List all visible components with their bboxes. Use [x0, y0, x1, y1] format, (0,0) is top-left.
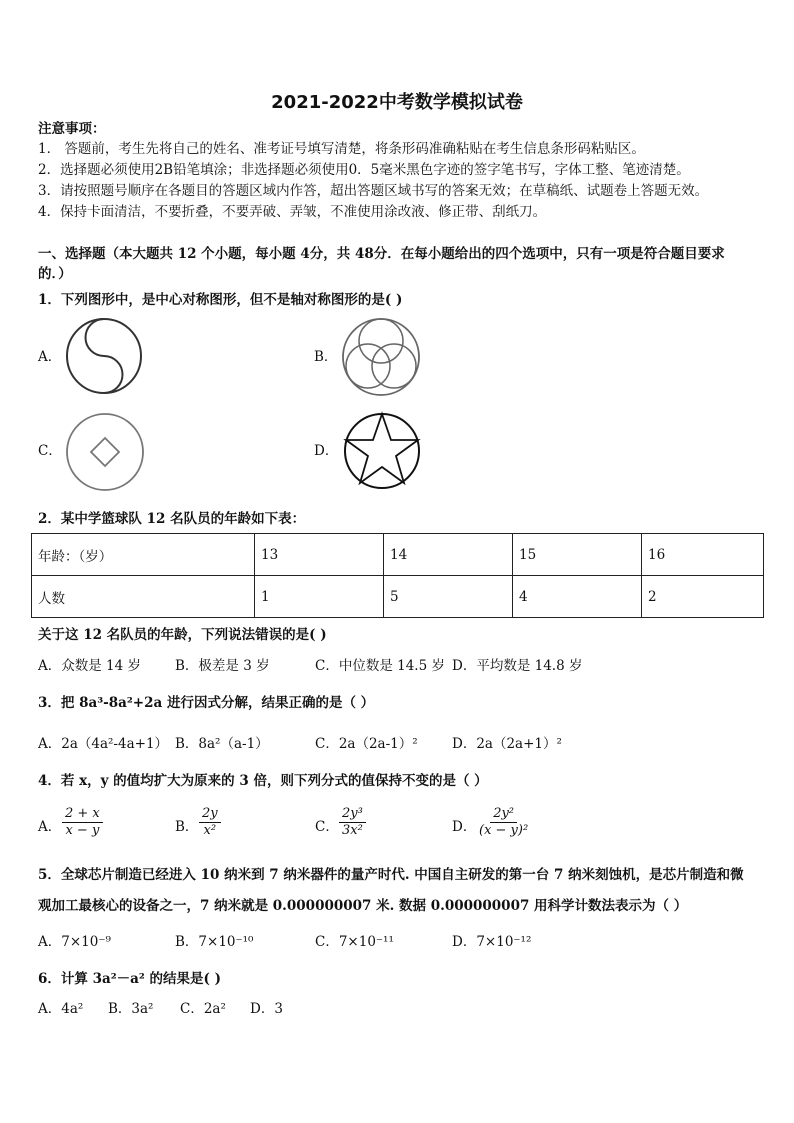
circle-diamond-figure	[62, 409, 148, 495]
q5-option-a: A．7×10⁻⁹	[38, 934, 111, 950]
table-row	[32, 534, 764, 576]
yin-yang-figure	[64, 316, 144, 396]
q3-option-b: B．8a²（a-1）	[175, 736, 269, 752]
q3-option-a: A．2a（4a²-4a+1）	[38, 736, 169, 752]
q6-option-a: A．4a²	[38, 1001, 84, 1017]
table-cell: 4	[513, 576, 642, 618]
star-in-circle-figure	[342, 411, 422, 491]
q5-option-d: D．7×10⁻¹²	[452, 934, 532, 950]
q2-question: 关于这 12 名队员的年龄，下列说法错误的是( )	[38, 627, 327, 643]
notice-heading: 注意事项：	[38, 121, 106, 137]
q2-stem: 2．某中学篮球队 12 名队员的年龄如下表：	[38, 511, 306, 527]
q1-stem: 1．下列图形中，是中心对称图形，但不是轴对称图形的是( )	[38, 292, 403, 308]
q3-option-d: D．2a（2a+1）²	[452, 736, 562, 752]
table-cell: 15	[513, 534, 642, 576]
fraction-denominator: (x − y)²	[479, 823, 529, 838]
table-cell: 16	[642, 534, 764, 576]
notice-item-2: 2．选择题必须使用2B铅笔填涂；非选择题必须使用0．5毫米黑色字迹的签字笔书写，字体工整、笔迹清楚。	[38, 162, 690, 178]
q2-option-b: B．极差是 3 岁	[175, 658, 270, 674]
q1-option-a-label: A．	[38, 349, 62, 365]
q4-option-c-fraction	[339, 806, 366, 839]
section-heading-line2: 的．）	[38, 266, 72, 282]
q2-option-d: D．平均数是 14.8 岁	[452, 658, 583, 674]
q4-option-b-fraction	[199, 806, 221, 839]
q6-option-b: B．3a²	[108, 1001, 154, 1017]
table-row	[32, 576, 764, 618]
q3-option-c: C．2a（2a-1）²	[315, 736, 418, 752]
q4-stem: 4．若 x，y 的值均扩大为原来的 3 倍，则下列分式的值保持不变的是（ ）	[38, 773, 488, 789]
table-cell: 5	[384, 576, 513, 618]
q4-option-c-label: C．	[315, 819, 339, 835]
q5-stem-line1: 5．全球芯片制造已经进入 10 纳米到 7 纳米器件的量产时代. 中国自主研发的第一台 7 纳米刻蚀机，是芯片制造和微	[38, 867, 744, 883]
q3-stem: 3．把 8a³-8a²+2a 进行因式分解，结果正确的是（ ）	[38, 695, 375, 711]
fraction-numerator: 2y³	[339, 806, 366, 823]
table-cell: 14	[384, 534, 513, 576]
section-heading-line1: 一、选择题（本大题共 12 个小题，每小题 4分，共 48分．在每小题给出的四个选项中，只有一项是符合题目要求	[38, 246, 725, 262]
table-cell: 1	[255, 576, 384, 618]
age-table	[31, 533, 764, 618]
q2-option-c: C．中位数是 14.5 岁	[315, 658, 445, 674]
q1-option-c-label: C．	[38, 443, 62, 459]
fraction-numerator: 2y	[199, 806, 221, 823]
q4-option-d-label: D．	[452, 819, 477, 835]
q4-option-a-label: A．	[38, 819, 62, 835]
table-cell: 年龄：（岁）	[32, 534, 255, 576]
fraction-denominator: x − y	[65, 823, 100, 838]
three-circles-figure	[338, 314, 424, 400]
q4-option-d-fraction	[476, 806, 531, 839]
fraction-denominator: x²	[203, 823, 217, 838]
table-cell: 2	[642, 576, 764, 618]
table-cell: 13	[255, 534, 384, 576]
q6-stem: 6．计算 3a²－a² 的结果是( )	[38, 971, 221, 987]
table-cell: 人数	[32, 576, 255, 618]
fraction-numerator: 2y²	[490, 806, 517, 823]
q1-option-d-label: D．	[314, 443, 339, 459]
q4-option-b-label: B．	[175, 819, 199, 835]
fraction-denominator: 3x²	[342, 823, 363, 838]
notice-item-3: 3．请按照题号顺序在各题目的答题区域内作答，超出答题区域书写的答案无效；在草稿纸、试题卷上答题无效。	[38, 183, 709, 199]
q6-option-d: D．3	[250, 1001, 283, 1017]
notice-item-1: 1． 答题前，考生先将自己的姓名、准考证号填写清楚，将条形码准确粘贴在考生信息条形码粘贴区。	[38, 141, 645, 157]
fraction-numerator: 2 + x	[62, 806, 103, 823]
q5-stem-line2: 观加工最核心的设备之一，7 纳米就是 0.000000007 米. 数据 0.000000007 用科学计数法表示为（ ）	[38, 898, 688, 914]
q1-option-b-label: B．	[314, 349, 338, 365]
q2-option-a: A．众数是 14 岁	[38, 658, 142, 674]
page-title: 2021-2022中考数学模拟试卷	[271, 92, 523, 113]
q5-option-c: C．7×10⁻¹¹	[315, 934, 394, 950]
q5-option-b: B．7×10⁻¹⁰	[175, 934, 254, 950]
notice-item-4: 4．保持卡面清洁，不要折叠，不要弄破、弄皱，不准使用涂改液、修正带、刮纸刀。	[38, 204, 547, 220]
q4-option-a-fraction	[62, 806, 103, 839]
q6-option-c: C．2a²	[180, 1001, 226, 1017]
